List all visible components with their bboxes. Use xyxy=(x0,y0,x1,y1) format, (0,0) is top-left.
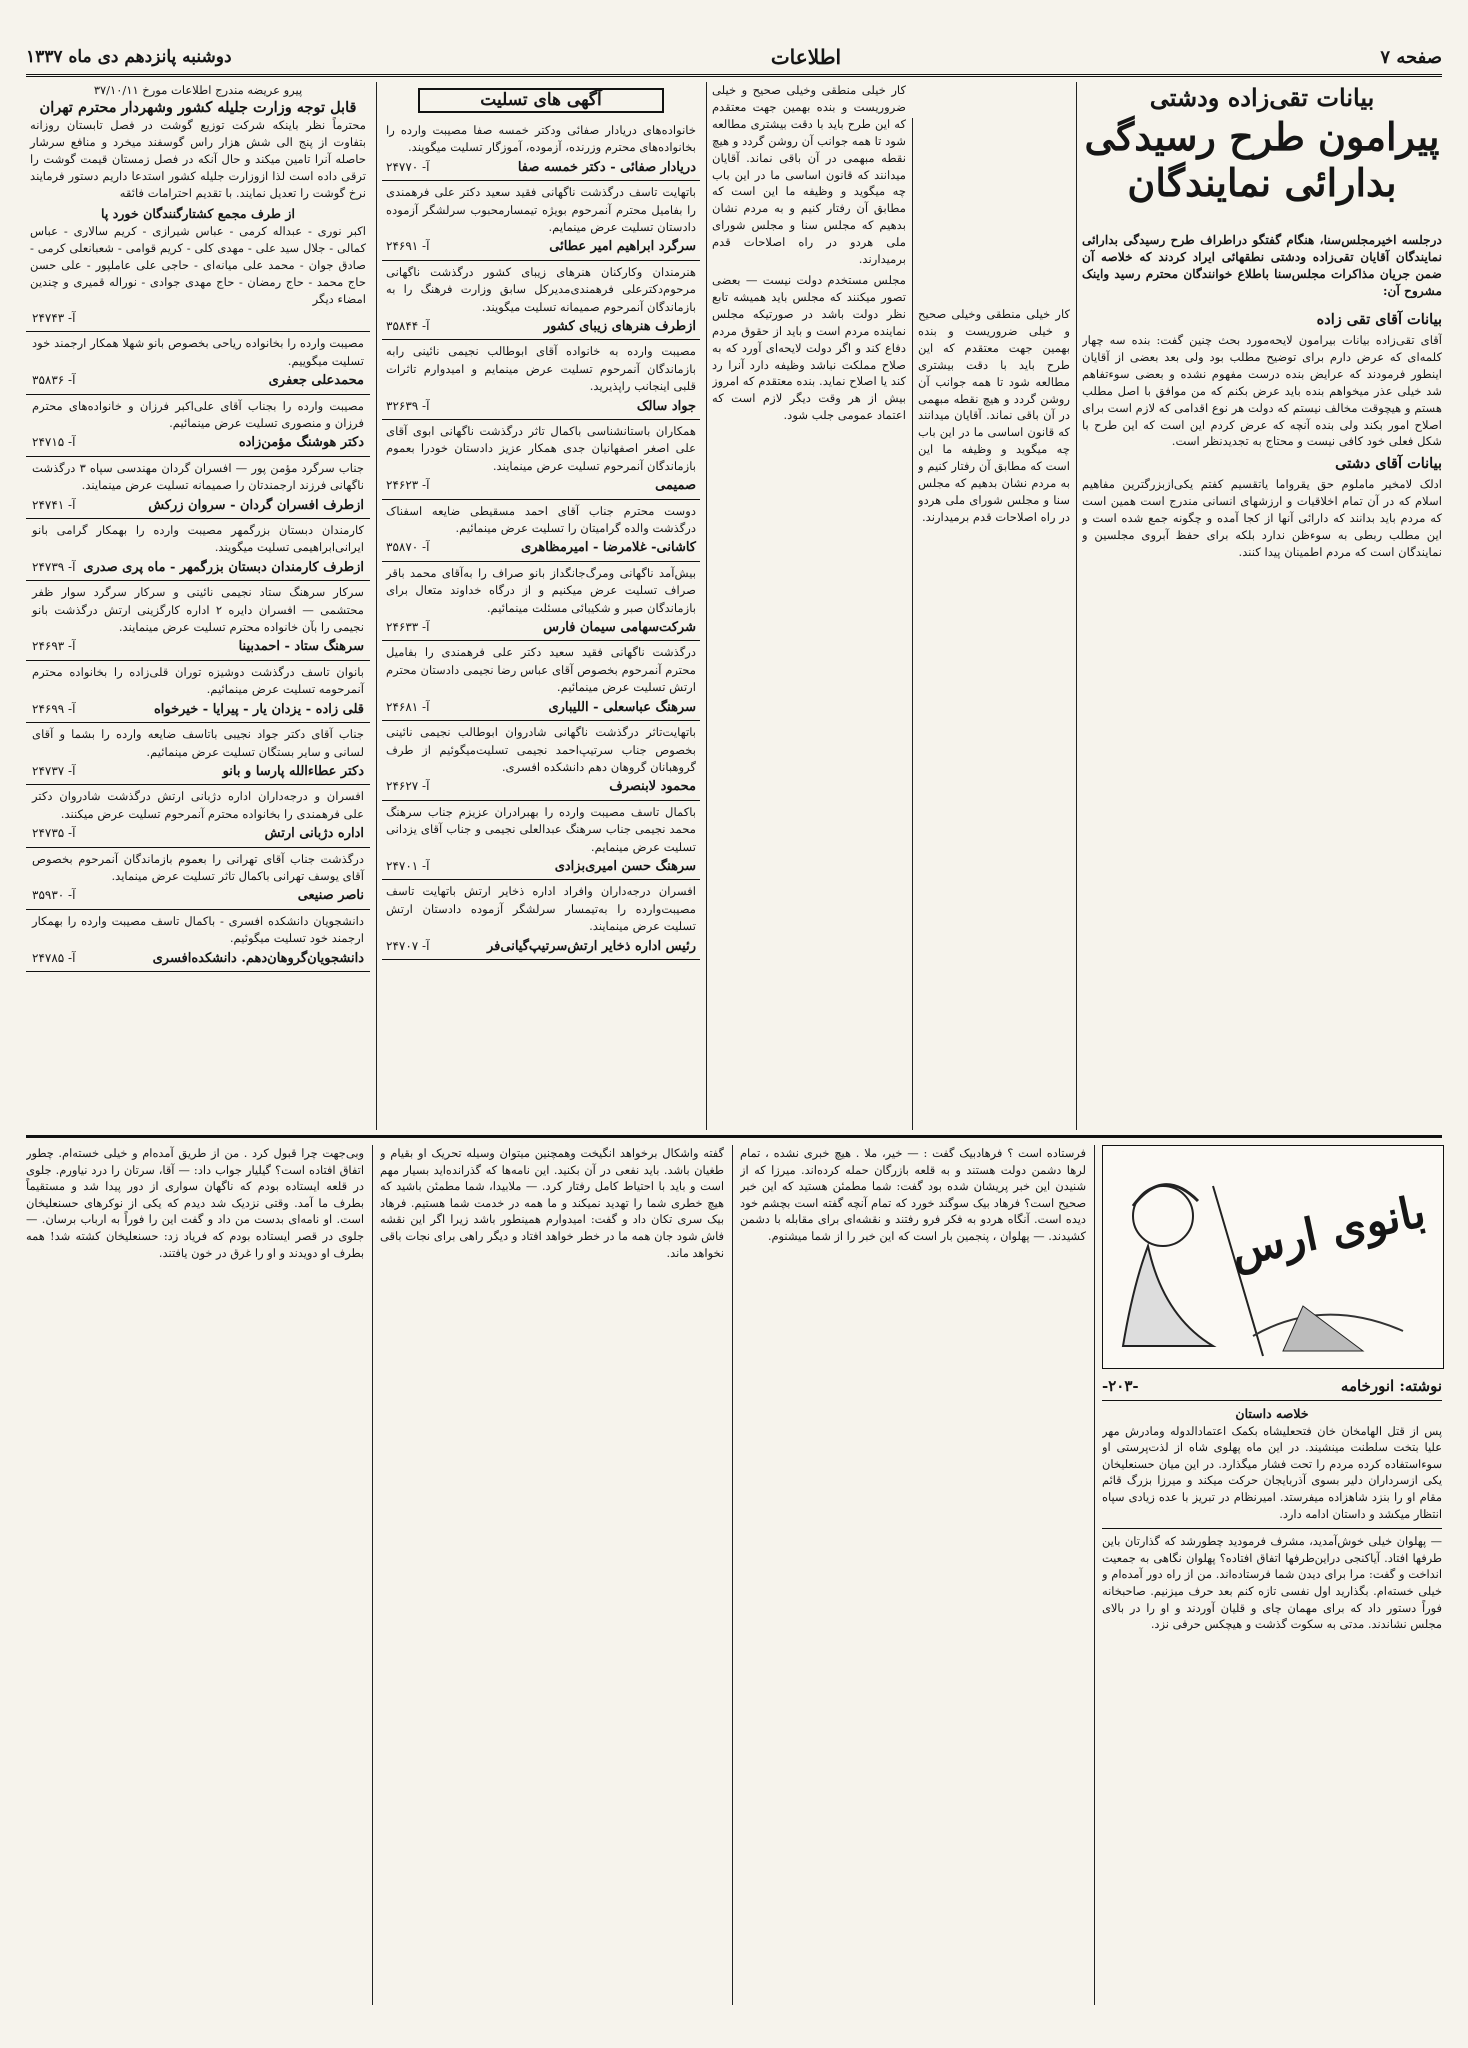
serial-divider xyxy=(26,1135,1442,1138)
condolence-notice xyxy=(382,801,700,881)
notice-text: بانوان تاسف درگذشت دوشیزه توران قلی‌زاده را بخانواده محترم آنمرحومه تسلیت عرض مینمائیم. xyxy=(32,664,364,697)
notice-code: آ- ۲۴۷۰۷ xyxy=(386,938,430,953)
condolence-column xyxy=(382,82,700,1126)
notice-text: سرکار سرهنگ ستاد نجیمی نائینی و سرکار سرگرد سوار ظفر محتشمی — افسران دایره ۲ اداره کارگزینی ارتش درگذشت بانو نجیمی را بآن خانواده محترم تسلیت عرض مینمایند. xyxy=(32,585,364,635)
condolence-notice xyxy=(382,261,700,341)
notice-code: آ- ۲۴۶۹۳ xyxy=(32,639,76,654)
column-rule xyxy=(1076,82,1077,1130)
condolence-notice xyxy=(26,723,370,785)
notice-signature: رئیس اداره ذخایر ارتش‌سرتیپ‌گیانی‌فر xyxy=(486,938,696,954)
issue-date: دوشنبه پانزدهم دی ماه ۱۳۳۷ xyxy=(26,47,232,67)
notice-intro: پیرو عریضه مندرج اطلاعات مورخ ۳۷/۱۰/۱۱ xyxy=(93,83,303,97)
notice-code: آ- ۳۵۸۳۶ xyxy=(32,373,76,388)
notice-text: دوست محترم جناب آقای احمد مسقیطی ضایعه اسفناک درگذشت والده گرامیتان را تسلیت عرض مینمائیم. xyxy=(386,503,696,536)
notice-text: افسران درجه‌داران وافراد اداره ذخایر ارتش باتهایت تاسف مصیبت‌وارده را به‌تیمسار سرلشگر آزموده دادستان ارتش تسلیت عرض مینمایند. xyxy=(386,884,696,934)
notice-signature: محمدعلی جعفری xyxy=(268,373,364,389)
notice-code: آ- ۲۴۷۳۹ xyxy=(32,559,76,574)
condolence-notice xyxy=(26,457,370,519)
notice-signature: دکتر عطاءالله پارسا و بانو xyxy=(222,763,364,779)
notice-signature: شرکت‌سهامی سیمان فارس xyxy=(543,620,696,636)
notice-text: جناب سرگرد مؤمن پور — افسران گردان مهندسی سپاه ۳ درگذشت ناگهانی فرزند ارجمندتان را صمیمانه تسلیت عرض مینمایند. xyxy=(32,460,364,493)
lead-kicker: بیانات تقی‌زاده ودشتی xyxy=(1149,83,1375,112)
notice-signers-code-row xyxy=(26,310,370,332)
notice-code: آ- ۲۴۶۲۳ xyxy=(386,478,430,493)
condolence-notice xyxy=(382,420,700,500)
notice-list xyxy=(26,332,370,972)
lead-story-col-3 xyxy=(712,82,906,1126)
serial-text-col-2: فرستاده است ؟ فرهادبیک گفت : — خیر، ملا . هیچ خبری نشده ، تمام لرها دشمن دولت هستند و به قلعه بازرگان حمله کرده‌اند. میرزا که از شنیدن این خبر پریشان شده بود گفت: شما مطمئن هستید که این خبر صحیح است؟ فرهاد بیک سوگند خورد که تمام آنچه گفته است بچشم خود دیده است. آنگاه هردو به فکر فرو رفتند و نقشه‌ای برای مقابله با دشمن کشیدند. — پهلوان ، پنجمین بار است که این خبر را از شما میشنوم. xyxy=(740,1146,1086,1243)
page-number: صفحه ۷ xyxy=(1380,46,1442,68)
notice-code: آ- ۲۴۷۷۰ xyxy=(386,159,430,174)
notice-signature: صمیمی xyxy=(655,478,696,494)
notice-text: بیش‌آمد ناگهانی ومرگ‌جانگداز بانو صراف را به‌آقای محمد باقر صراف تسلیت عرض میکنیم و از درگاه خداوند متعال برای بازماندگان صبر و شکیبائی مسئلت مینمائیم. xyxy=(386,565,696,615)
lead-body-1: آقای تقی‌زاده بیانات بیرامون لایحه‌مورد بحث چنین گفت: بنده سه چهار کلمه‌ای که عرض دارم برای توضیح مطلب بود ولی بعد بعضی از آقایان اینطور فرمودند که عرایض بنده درست مفهوم نشده و بعضی سوءتفاهم شد خیلی عذر میخواهم بنده باید عرض بکنم که من موافق با اصل مطلب هستم و هیچوقت مخالف نیستم که دولت هر نوع اقدامی که لازم است برای اصلاح امور بکند ولی بنده آنچه که عرض کردم این است که این طرح با شکل فعلی خود کافی نیست و محتاج به تجدیدنظر است. xyxy=(1082,333,1442,449)
notice-code: آ- ۲۴۷۳۷ xyxy=(32,763,76,778)
notice-text: درگذشت ناگهانی فقید سعید دکتر علی فرهمندی را بفامیل محترم آنمرحوم بخصوص آقای عباس رضا نجیمی دادستان محترم ارتش تسلیت عرض مینمائیم. xyxy=(386,645,696,695)
condolence-notice xyxy=(26,395,370,457)
condolence-notice xyxy=(382,880,700,960)
notice-text: باتهایت‌تاثر درگذشت ناگهانی شادروان ابوطالب نجیمی نائینی بخصوص جناب سرتیپ‌احمد نجیمی تسلیت‌میگوئیم از طرف گروهبانان گروهان دهم دانشکده افسری. xyxy=(386,725,696,774)
notice-code: آ- ۳۵۸۷۰ xyxy=(386,540,430,555)
condolence-notice xyxy=(26,785,370,847)
notice-code: آ- ۲۴۷۸۵ xyxy=(32,950,76,965)
condolence-notice xyxy=(382,340,700,420)
notice-signature: ازطرف هنرهای زیبای کشور xyxy=(543,318,696,334)
notice-signature: محمود لابنصرف xyxy=(609,779,696,795)
notice-code: آ- ۲۴۶۹۱ xyxy=(386,239,430,254)
notice-signature: قلی زاده - یزدان یار - پیرایا - خیرخواه xyxy=(153,701,364,717)
notice-signature: سرهنگ حسن امیری‌بزادی xyxy=(554,858,696,874)
notice-code: آ- ۲۴۶۹۹ xyxy=(32,701,76,716)
notice-signers-code: آ- ۲۴۷۴۳ xyxy=(32,310,76,325)
lead-subhead-1: بیانات آقای تقی زاده xyxy=(1316,311,1442,328)
serial-title: بانوی ارس xyxy=(1226,1186,1430,1277)
notice-signature: دکتر هوشنگ مؤمن‌زاده xyxy=(238,435,364,451)
notice-column xyxy=(26,82,370,1126)
condolence-list xyxy=(382,119,700,960)
notice-signature: سرهنگ عباسعلی - اللیباری xyxy=(548,699,696,715)
column-rule xyxy=(1094,1145,1095,2005)
serial-meta xyxy=(1102,1372,1442,1401)
masthead xyxy=(26,40,1442,77)
condolence-notice xyxy=(26,519,370,581)
notice-signature: سرگرد ابراهیم امیر عطائی xyxy=(549,239,696,255)
notice-text: درگذشت جناب آقای تهرانی را بعموم بازماندگان آنمرحوم بخصوص آقای یوسف تهرانی باکمال تاثر تسلیت عرض مینماید. xyxy=(32,851,364,883)
notice-code: آ- ۳۵۹۳۰ xyxy=(32,888,76,903)
notice-code: آ- ۲۴۶۸۱ xyxy=(386,699,430,714)
lead-subhead-2: بیانات آقای دشتی xyxy=(1335,455,1442,473)
notice-signature: دانشجویان‌گروهان‌دهم. دانشکده‌افسری xyxy=(152,950,364,966)
notice-text: باتهایت تاسف درگذشت ناگهانی فقید سعید دکتر علی فرهمندی را بفامیل محترم آنمرحوم بویژه تیمسارمحبوب سرلشگر آزموده دادستان تسلیت عرض مینمایم. xyxy=(386,185,696,234)
lead-body-2: ادلک لامخیر ماملوم حق یقرواما یاتقسیم کفتم یکی‌ازبزرگترین مفاهیم اسلام که در آن تمام اخلاقیات و ارزشهای انسانی مندرج است همین است که مردم باید بدانند که دارائی آنها از کجا آمده و چگونه جمع شده است و این مطلب ربطی به سوءظن ندارد بلکه برای حفظ آبروی مجلسین و نمایندگان است که مردم اطمینان پیدا کنند. xyxy=(1082,477,1442,559)
notice-code: آ- ۲۴۷۳۵ xyxy=(32,826,76,841)
notice-text: باکمال تاسف مصیبت وارده را بهبرادران عزیزم جناب سرهنگ محمد نجیمی جناب سرهنگ عبدالعلی نجیمی و جناب آقای یزدانی تسلیت عرض مینمایم. xyxy=(386,804,696,854)
notice-code: آ- ۳۲۶۳۹ xyxy=(386,398,430,413)
notice-text: هنرمندان وکارکنان هنرهای زیبای کشور درگذشت ناگهانی مرحوم‌دکترعلی فرهمندی‌مدیرکل سابق وزارت فرهنگ را به بازماندگان آنمرحوم صمیمانه تسلیت میگویند. xyxy=(386,264,696,314)
lead-body-4: مجلس مستخدم دولت نیست — بعضی تصور میکنند که مجلس باید همیشه تابع نظر دولت باشد در صورتیکه مجلس نماینده مردم است و باید از حقوق مردم دفاع کند و اگر دولت لایحه‌ای آورد که به صلاح مملکت نباشد وظیفه دارد آنرا رد کند یا اصلاح نماید. بنده معتقدم که امروز بیش از هر وقت دیگر لازم است که اعتماد عمومی جلب شود. xyxy=(712,272,906,423)
notice-signers: اکبر نوری - عبداله کرمی - عباس شیرازی - کریم سالاری - عباس کمالی - جلال سید علی - مهدی کلی - کریم قوامی - شعبانعلی کرمی - صادق جوان - محمد علی میانه‌ای - حاجی علی عاملپور - علی حسن حاج محمد - حاج رمضان - حاج مهدی جوادی - نوراله قمیری و چندین امضاء دیگر xyxy=(30,224,366,307)
notice-code: آ- ۲۴۶۳۳ xyxy=(386,620,430,635)
condolence-notice xyxy=(26,581,370,661)
notice-text: مصیبت وارده را بخانواده ریاحی بخصوص بانو شهلا همکار ارجمند خود تسلیت میگوییم. xyxy=(32,336,364,368)
column-rule xyxy=(372,1145,373,2005)
column-rule xyxy=(706,82,707,1130)
notice-signature: کاشانی- غلامرضا - امیرمظاهری xyxy=(521,540,696,556)
condolence-notice xyxy=(26,910,370,972)
condolence-notice xyxy=(26,332,370,394)
notice-signature: دریادار صفائی - دکتر خمسه صفا xyxy=(517,159,696,175)
notice-signature: جواد سالک xyxy=(636,398,696,414)
notice-signature: سرهنگ ستاد - احمدبینا xyxy=(238,639,364,655)
lead-headline: پیرامون طرح رسیدگی بدارائی نمایندگان xyxy=(1084,114,1440,205)
serial-text-col-1: — پهلوان خیلی خوش‌آمدید، مشرف فرمودید چطورشد که گذارتان باین طرفها افتاد. آیاکنجی دراین‌طرفها اتفاق افتاده؟ پهلوان نگاهی به جمعیت انداخت و گفت: مرا برای دیدن شما فرستاده‌اند. من از راه دور آمده‌ام و خیلی خسته‌ام. بگذارید اول نفسی تازه کنم بعد حرف میزنیم. صاحبخانه فوراً دستور داد که برای مهمان چای و قلیان آوردند و او را در بالای مجلس نشاندند. مدتی به سکوت گذشت و هیچکس حرفی نزد. xyxy=(1102,1528,1442,1633)
condolence-notice xyxy=(26,661,370,723)
condolence-notice xyxy=(382,500,700,562)
notice-code: آ- ۲۴۶۲۷ xyxy=(386,779,430,794)
serial-text-col-3: گفته واشکال برخواهد انگیخت وهمچنین میتوان وسیله تحریک او بقیام و طغیان باشد. باید نفعی در آن بکنید. این نامه‌ها که گذرانده‌اید بسیار مهم است و باید با احتیاط کامل رفتار کرد. — ملابیدا، شما مطمئن باشید که هیچ خطری شما را تهدید نمیکند و ما همه در خدمت شما هستیم. فرهاد بیک سری تکان داد و گفت: امیدوارم همینطور باشد زیرا اگر این نقشه فاش شود جان همه ما در خطر خواهد افتاد و دیگر راهی برای نجات باقی نخواهد ماند. xyxy=(380,1146,724,1260)
lead-story-col-1 xyxy=(1082,306,1442,1126)
column-rule xyxy=(912,118,913,1130)
newspaper-name: اطلاعات xyxy=(770,45,842,69)
notice-text: کارمندان دبستان بزرگمهر مصیبت وارده را بهمکار گرامی بانو ایرانی‌ابراهیمی تسلیت میگویند. xyxy=(32,523,364,555)
notice-signature: اداره دژبانی ارتش xyxy=(264,826,364,842)
notice-text: افسران و درجه‌داران اداره دژبانی ارتش درگذشت شادروان دکتر علی فرهمندی را بخانواده محترم آنمرحوم تسلیت عرض میکنند. xyxy=(32,789,364,821)
serial-banner xyxy=(1102,1145,1444,1369)
lead-body-3: کار خیلی منطقی وخیلی صحیح و خیلی ضروریست و بنده بهمین جهت معتقدم که این طرح باید با دقت بیشتری مطالعه شود تا همه جوانب آن روشن گردد و هیچ نقطه مبهمی در آن باقی نماند. آقایان میدانند که قانون اساسی ما در این باب چه میگوید و وظیفه ما این است که مطابق آن رفتار کنیم و به مردم نشان بدهیم که مجلس سنا و مجلس شورای ملی هردو در راه اصلاحات قدم برمیدارند. xyxy=(918,307,1070,524)
notice-signers-title: از طرف مجمع کشتارگنندگان خورد پا xyxy=(101,206,295,222)
condolence-title: آگهی های تسلیت xyxy=(418,88,664,113)
lead-story-col-2 xyxy=(918,306,1070,1126)
notice-text: خانواده‌های دریادار صفائی ودکتر خمسه صفا مصیبت وارده را بخانواده‌های محترم وزرنده، آزموده، آموزگار تسلیت میگویند. xyxy=(386,122,696,155)
condolence-notice xyxy=(382,721,700,801)
lead-body-3b: کار خیلی منطقی وخیلی صحیح و خیلی ضروریست و بنده بهمین جهت معتقدم که این طرح باید با دقت بیشتری مطالعه شود تا همه جوانب آن روشن گردد و هیچ نقطه مبهمی در آن باقی نماند. آقایان میدانند که قانون اساسی ما در این باب چه میگوید و وظیفه ما این است که مطابق آن رفتار کنیم و به مردم نشان بدهیم که مجلس سنا و مجلس شورای ملی هردو در راه اصلاحات قدم برمیدارند. xyxy=(712,83,906,267)
notice-title: قابل توجه وزارت جلیله کشور وشهردار محترم تهران xyxy=(39,98,357,116)
column-rule xyxy=(376,82,377,1130)
lead-lede: درجلسه اخیرمجلس‌سنا، هنگام گفتگو دراطراف طرح رسیدگی بدارائی نمایندگان آقایان تقی‌زاده ودشتی نطقهائی ایراد کردند که خلاصه آن ضمن جریان مذاکرات مجلس‌سنا باطلاع خوانندگان محترم رسید واینک مشروح آن: xyxy=(1082,233,1442,298)
notice-signature: ناصر صنیعی xyxy=(297,888,364,904)
notice-text: مصیبت وارده را بجناب آقای علی‌اکبر فرزان و خانواده‌های محترم فرزان و منصوری تسلیت عرض مینمائیم. xyxy=(32,398,364,430)
notice-code: آ- ۳۵۸۴۴ xyxy=(386,318,430,333)
lead-story-header xyxy=(1082,82,1442,232)
notice-text: دانشجویان دانشکده افسری - باکمال تاسف مصیبت وارده را بهمکار ارجمند خود تسلیت میگوئیم. xyxy=(32,913,364,946)
notice-signature: ازطرف افسران گردان - سروان زرکش xyxy=(148,497,364,513)
notice-text: جناب آقای دکتر جواد نجیبی باتاسف ضایعه وارده را بشما و آقای لسانی و سایر بستگان تسلیت عرض مینمائیم. xyxy=(32,727,364,759)
serial-text-col-4: وبی‌جهت چرا قبول کرد . من از طریق آمده‌ام و خیلی خسته‌ام. چطور اتفاق افتاده است؟ گیلیار جواب داد: — آقا، سرتان را درد نیاورم. جلوی در قلعه ایستاده بودم که ناگهان سواری از دور پیدا شد و مستقیماً بطرف ما آمد. وقتی نزدیک شد دیدم که یکی از نوکرهای حسنعلیخان است. او نامه‌ای بدست من داد و گفت این را فوراً به ارباب برسان. — جلوی در قصر ایستاده بودم که فریاد زد: حسنعلیخان کشته شد! همه بطرف او دویدند و او را غرق در خون یافتند. xyxy=(26,1146,364,1260)
notice-signature: ازطرف کارمندان دبستان بزرگمهر - ماه پری صدری xyxy=(83,559,364,575)
serial-summary xyxy=(1102,1406,1442,2006)
serial-summary-title: خلاصه داستان xyxy=(1235,1406,1309,1421)
notice-code: آ- ۲۴۷۱۵ xyxy=(32,435,76,450)
condolence-notice xyxy=(382,641,700,721)
column-rule xyxy=(732,1145,733,2005)
notice-body: محترماً نظر باینکه شرکت توزیع گوشت در فصل تابستان روزانه بتفاوت از پنج الی شش هزار راس گوسفند میخرد و منافع سرشار حاصله آنرا تامین میکند و حال آنکه در فصل زمستان قیمت گوشت را ترقی داده است لذا ازوزارت جلیله کشور استدعا داریم دستور فرمایند نرخ گوشت را تعدیل نمایند. با تقدیم احترامات فائقه xyxy=(30,117,366,200)
condolence-notice xyxy=(26,848,370,910)
serial-summary-text: پس از قتل الهامخان خان فتحعلیشاه بکمک اعتمادالدوله ومادرش مهر علیا بتخت سلطنت مینشیند. در این ماه پهلوی شاه از لذت‌پرستی او سوءاستفاده کرده مردم را تحت فشار میگذارد. در این میان حسنعلیخان یکی ازسرداران دلیر بسوی آذربایجان حرکت میکند و میرزا بزرگ قائم مقام او را بنزد شاهزاده میفرستد. امیرنظام در تبریز با عده زیادی سپاه انتظار میکشد و داستان ادامه دارد. xyxy=(1102,1423,1442,1521)
serial-author: نوشته: انورخامه xyxy=(1340,1377,1442,1395)
notice-code: آ- ۲۴۷۰۱ xyxy=(386,858,430,873)
serial-episode: -۲۰۳- xyxy=(1102,1377,1139,1395)
notice-text: مصیبت وارده به خانواده آقای ابوطالب نجیمی نائینی رابه بازماندگان آنمرحوم تسلیت عرض مینمایم و امیدوارم تاثرات قلبی اینجانب راپذیرید. xyxy=(386,344,696,394)
condolence-notice xyxy=(382,562,700,642)
notice-text: همکاران باستانشناسی باکمال تاثر درگذشت ناگهانی ابوی آقای علی اصغر اصفهانیان جدی همکار عزیز دادستان خودرا بعموم بازماندگان آنمرحوم تسلیت عرض مینمایند. xyxy=(386,424,696,473)
condolence-notice xyxy=(382,119,700,181)
notice-code: آ- ۲۴۷۴۱ xyxy=(32,497,76,512)
condolence-notice xyxy=(382,181,700,261)
